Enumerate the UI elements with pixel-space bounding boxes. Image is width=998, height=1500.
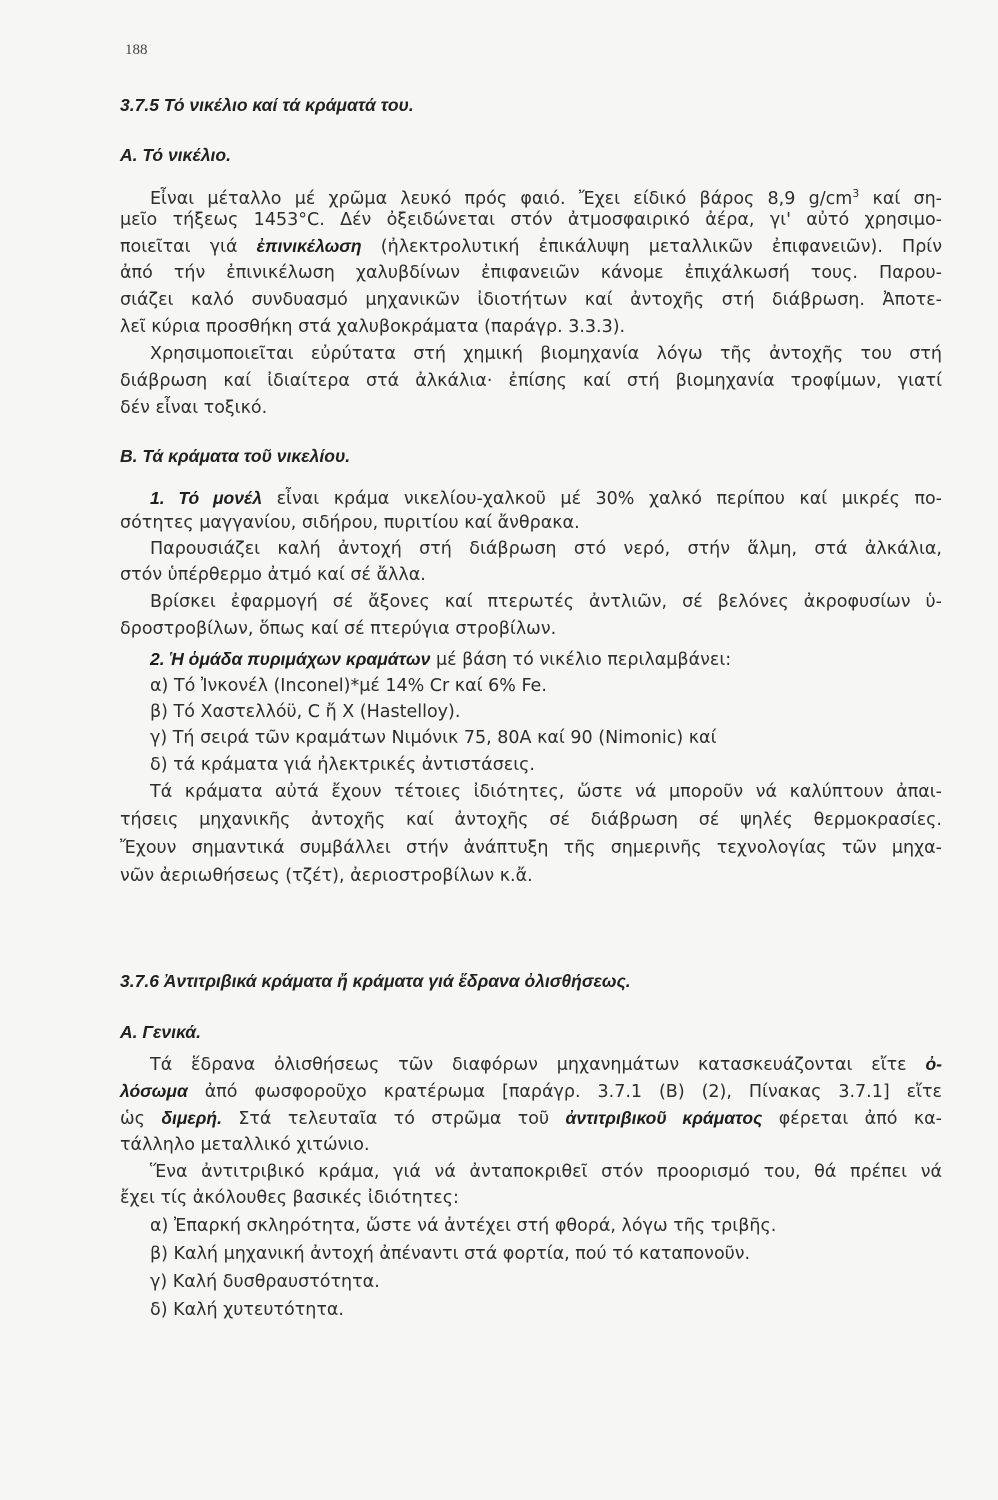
list-item: β) Τό Χαστελλόϋ, C ἤ X (Hastelloy). (150, 702, 461, 722)
list-item: α) Ἐπαρκή σκληρότητα, ὥστε νά ἀντέχει στή φθορά, λόγω τῆς τριβῆς. (150, 1216, 777, 1236)
text-line: στόν ὑπέρθερμο ἀτμό καί σέ ἄλλα. (120, 565, 426, 585)
text-line: σότητες μαγγανίου, σιδήρου, πυριτίου καί ἄνθρακα. (120, 513, 580, 533)
text-line: νῶν ἀεριωθήσεως (τζέτ), ἀεριοστροβίλων κ.ἄ. (120, 866, 533, 886)
text-line: τάλληλο μεταλλικό χιτώνιο. (120, 1135, 370, 1155)
text-line: ὡς διμερή. Στά τελευταῖα τό στρῶμα τοῦ ἀντιτριβικοῦ κράματος φέρεται ἀπό κα- (120, 1108, 942, 1129)
text-line: 2. Ἡ ὁμάδα πυριμάχων κραμάτων μέ βάση τό νικέλιο περιλαμβάνει: (150, 649, 732, 670)
list-item: γ) Τή σειρά τῶν κραμάτων Νιμόνικ 75, 80A καί 90 (Nimonic) καί (150, 728, 717, 748)
list-item: β) Καλή μηχανική ἀντοχή ἀπέναντι στά φορτία, πού τό καταπονοῦν. (150, 1244, 751, 1264)
section-heading-3-7-6: 3.7.6 Ἀντιτριβικά κράματα ἤ κράματα γιά ἕδρανα ὀλισθήσεως. (120, 971, 631, 991)
text-line: διάβρωση καί ἰδιαίτερα στά ἀλκάλια· ἐπίσης καί στή βιομηχανία τροφίμων, γιατί (120, 371, 942, 391)
text-line: 1. Τό μονέλ εἶναι κράμα νικελίου-χαλκοῦ μέ 30% χαλκό περίπου καί μικρές πο- (150, 488, 942, 509)
term-monel: 1. Τό μονέλ (150, 488, 263, 508)
text-line: Ἔχουν σημαντικά συμβάλλει στήν ἀνάπτυξη τῆς σημερινῆς τεχνολογίας τῶν μηχα- (120, 838, 942, 858)
subheading-a-general: Α. Γενικά. (120, 1022, 201, 1042)
text-line: Τά κράματα αὐτά ἔχουν τέτοιες ἰδιότητες, ὥστε νά μποροῦν νά καλύπτουν ἀπαι- (150, 782, 942, 802)
text-line: μεῖο τήξεως 1453°C. Δέν ὀξειδώνεται στόν ἀτμοσφαιρικό ἀέρα, γι' αὐτό χρησιμο- (120, 210, 942, 230)
term-dimeri: διμερή. (161, 1108, 222, 1128)
term-olosoma-start: ὀ- (925, 1054, 942, 1074)
list-item: γ) Καλή δυσθραυστότητα. (150, 1272, 380, 1292)
list-item: α) Τό Ἰνκονέλ (Inconel)*μέ 14% Cr καί 6% Fe. (150, 676, 547, 696)
text-line: λεῖ κύρια προσθήκη στά χαλυβοκράματα (παράγρ. 3.3.3). (120, 317, 626, 337)
text-line: τήσεις μηχανικῆς ἀντοχῆς καί ἀντοχῆς σέ διάβρωση σέ ψηλές θερμοκρασίες. (120, 810, 942, 830)
page-number: 188 (125, 42, 148, 58)
text-line: Ἕνα ἀντιτριβικό κράμα, γιά νά ἀνταποκριθεῖ στόν προορισμό του, θά πρέπει νά (150, 1162, 942, 1182)
text-line: Εἶναι μέταλλο μέ χρῶμα λευκό πρός φαιό. Ἔχει είδικό βάρος 8,9 $g/cm^3$ καί ση- (150, 187, 942, 209)
subheading-b-alloys: Β. Τά κράματα τοῦ νικελίου. (120, 446, 351, 466)
text-line: Βρίσκει ἐφαρμογή σέ ἄξονες καί πτερωτές ἀντλιῶν, σέ βελόνες ἀκροφυσίων ὑ- (150, 592, 942, 612)
list-item: δ) Καλή χυτευτότητα. (150, 1300, 344, 1320)
text-line: Παρουσιάζει καλή ἀντοχή στή διάβρωση στό νερό, στήν ἅλμη, στά ἀλκάλια, (150, 539, 942, 559)
text-line: δροστροβίλων, ὅπως καί σέ πτερύγια στροβίλων. (120, 619, 557, 639)
term-olosoma-end: λόσωμα (120, 1081, 188, 1101)
text-line: σιάζει καλό συνδυασμό μηχανικῶν ἰδιοτήτων καί ἀντοχῆς στή διάβρωση. Ἀποτε- (120, 290, 942, 310)
text-line: ἀπό τήν ἐπινικέλωση χαλυβδίνων ἐπιφανειῶν κάνομε ἐπιχάλκωσή τους. Παρου- (120, 263, 942, 283)
text-line: ἔχει τίς ἀκόλουθες βασικές ἰδιότητες: (120, 1188, 459, 1208)
text-line: ποιεῖται γιά ἐπινικέλωση (ἠλεκτρολυτική ἐπικάλυψη μεταλλικῶν ἐπιφανειῶν). Πρίν (120, 236, 942, 257)
text-line: λόσωμα ἀπό φωσφοροῦχο κρατέρωμα [παράγρ. 3.7.1 (Β) (2), Πίνακας 3.7.1] εἴτε (120, 1081, 942, 1102)
term-refractory-group: 2. Ἡ ὁμάδα πυριμάχων κραμάτων (150, 649, 431, 669)
term-antifriction-alloy: ἀντιτριβικοῦ κράματος (565, 1108, 763, 1128)
section-heading-3-7-5: 3.7.5 Τό νικέλιο καί τά κράματά του. (120, 95, 414, 115)
term-epinikelosi: ἐπινικέλωση (256, 236, 362, 256)
text-line: Χρησιμοποιεῖται εὐρύτατα στή χημική βιομηχανία λόγω τῆς ἀντοχῆς του στή (150, 344, 942, 364)
list-item: δ) τά κράματα γιά ἠλεκτρικές ἀντιστάσεις. (150, 755, 535, 775)
text-line: Τά ἕδρανα ὀλισθήσεως τῶν διαφόρων μηχανημάτων κατασκευάζονται εἴτε ὀ- (150, 1054, 942, 1075)
subheading-a-nickel: Α. Τό νικέλιο. (120, 145, 231, 165)
text-line: δέν εἶναι τοξικό. (120, 398, 268, 418)
